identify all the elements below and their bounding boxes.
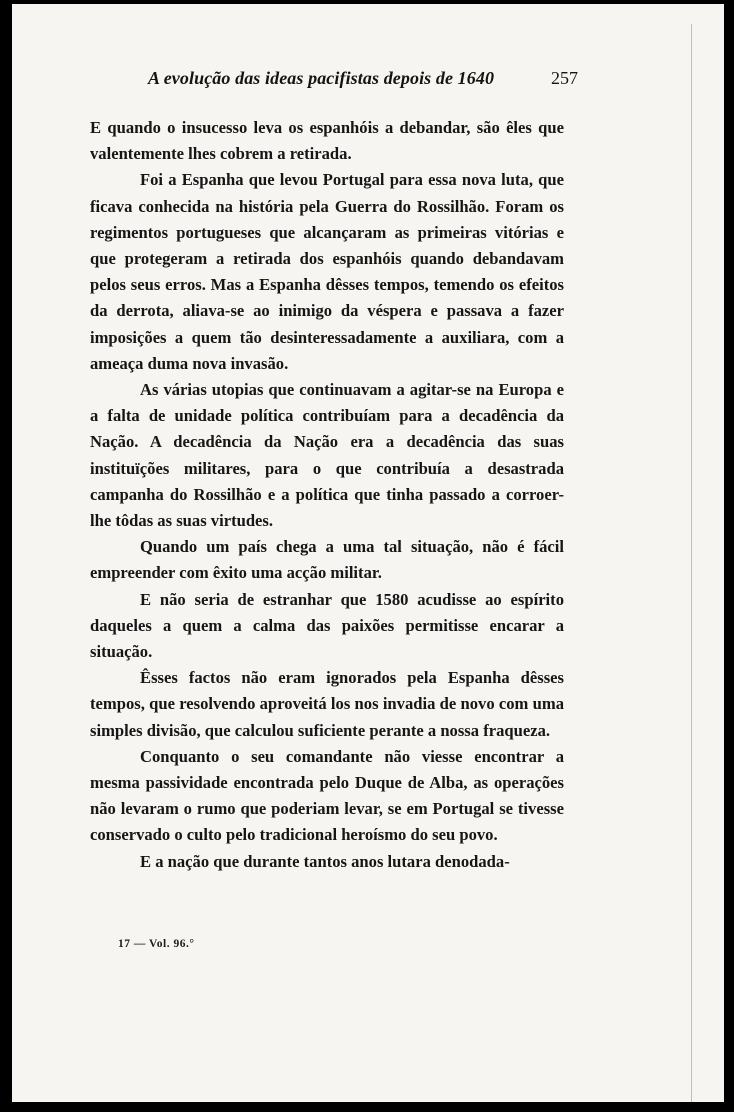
scanned-page [12, 4, 724, 1102]
page-header [148, 68, 578, 98]
paragraph-4: Quando um país chega a uma tal situação, não é fácil empreender com êxito uma acção militar. [90, 537, 564, 583]
paragraph-1: E quando o insucesso leva os espanhóis a debandar, são êles que valentemente lhes cobrem a retirada. [90, 118, 564, 164]
paragraph-2: Foi a Espanha que levou Portugal para essa nova luta, que ficava conhecida na história pela Guerra do Rossilhão. Foram os regimentos portugueses que alcançaram as primeiras vitórias e que protegeram a retirada dos espanhóis quando debandavam pelos seus erros. Mas a Espanha dêsses tempos, temendo os efeitos da derrota, aliava-se ao inimigo da véspera e passava a fazer imposições a quem tão desinteressadamente a auxiliara, com a ameaça duma nova invasão. [90, 170, 564, 373]
printer-signature: 17 — Vol. 96.° [118, 938, 195, 950]
paragraph-6: Êsses factos não eram ignorados pela Espanha dêsses tempos, que resolvendo aproveitá los nos invadia de novo com uma simples divisão, que calculou suficiente perante a nossa fraqueza. [90, 668, 564, 740]
paragraph-8: E a nação que durante tantos anos lutara denodada- [140, 851, 510, 871]
running-title: A evolução das ideas pacifistas depois de 1640 [148, 68, 495, 88]
body-text [90, 115, 564, 875]
paragraph-7: Conquanto o seu comandante não viesse encontrar a mesma passividade encontrada pelo Duque de Alba, as operações não levaram o rumo que poderiam levar, se em Portugal se tivesse conservado o culto pelo tradicional heroísmo do seu povo. [90, 746, 564, 845]
paragraph-3: As várias utopias que continuavam a agitar-se na Europa e a falta de unidade política contribuíam para a decadência da Nação. A decadência da Nação era a decadência das suas instituïções militares, para o que contribuía a desastrada campanha do Rossilhão e a política que tinha passado a corroer-lhe tôdas as suas virtudes. [90, 380, 564, 531]
page-number: 257 [551, 68, 578, 88]
paragraph-5: E não seria de estranhar que 1580 acudisse ao espírito daqueles a quem a calma das paixões permitisse encarar a situação. [90, 589, 564, 662]
scan-edge-line [691, 24, 692, 1102]
